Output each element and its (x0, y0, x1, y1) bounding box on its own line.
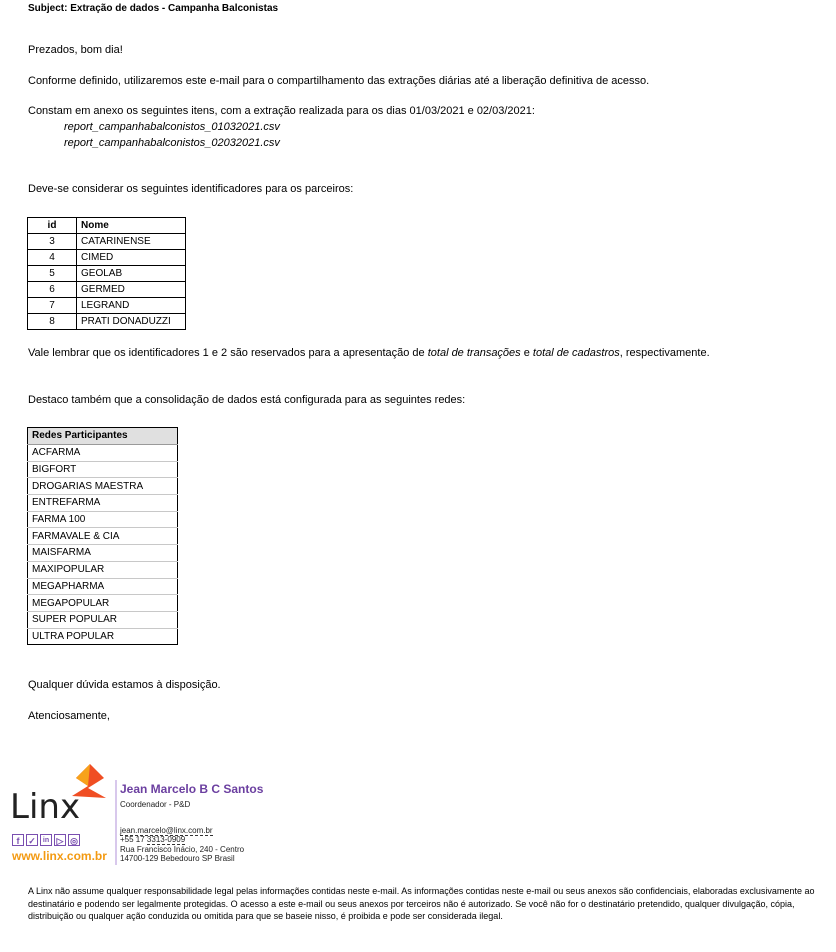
linkedin-icon[interactable]: in (40, 834, 52, 846)
table-row (28, 298, 186, 314)
youtube-icon[interactable]: ▷ (54, 834, 66, 846)
networks-intro: Destaco também que a consolidação de dados está configurada para as seguintes redes: (28, 394, 466, 406)
signature-address-line: Rua Francisco Inácio, 240 - Centro (120, 845, 245, 854)
signature-address-line: 14700-129 Bebedouro SP Brasil (120, 854, 235, 863)
twitter-icon[interactable]: ✓ (26, 834, 38, 846)
column-header-id: id (28, 218, 77, 234)
reserved-ids-note (28, 347, 710, 359)
note-text: , respectivamente. (619, 347, 710, 359)
network-name: MAXIPOPULAR (28, 561, 178, 578)
network-name: FARMA 100 (28, 511, 178, 528)
table-row (28, 545, 178, 562)
website-link[interactable]: www.linx.com.br (12, 849, 107, 863)
table-row (28, 611, 178, 628)
table-header-row (28, 428, 178, 445)
network-name: MAISFARMA (28, 545, 178, 562)
attachments-intro: Constam em anexo os seguintes itens, com a extração realizada para os dias 01/03/2021 e 02/03/2021: (28, 105, 535, 117)
table-row (28, 595, 178, 612)
column-header-name: Nome (77, 218, 186, 234)
facebook-icon[interactable]: f (12, 834, 24, 846)
network-name: DROGARIAS MAESTRA (28, 478, 178, 495)
partners-table (27, 217, 186, 330)
table-row (28, 495, 178, 512)
partner-id: 6 (28, 282, 77, 298)
partner-name: PRATI DONADUZZI (77, 314, 186, 330)
partners-intro: Deve-se considerar os seguintes identificadores para os parceiros: (28, 183, 354, 195)
partner-id: 7 (28, 298, 77, 314)
social-links (12, 834, 80, 846)
table-row (28, 528, 178, 545)
note-text: e (520, 347, 533, 359)
table-row (28, 628, 178, 645)
instagram-icon[interactable]: ◎ (68, 834, 80, 846)
signature-name: Jean Marcelo B C Santos (120, 782, 264, 796)
column-header-networks: Redes Participantes (28, 428, 178, 445)
closing-line: Qualquer dúvida estamos à disposição. (28, 679, 221, 691)
partner-id: 4 (28, 250, 77, 266)
table-row (28, 314, 186, 330)
signoff: Atenciosamente, (28, 710, 110, 722)
attachment-filename[interactable]: report_campanhabalconistos_02032021.csv (64, 137, 280, 149)
partner-name: LEGRAND (77, 298, 186, 314)
partner-id: 3 (28, 234, 77, 250)
network-name: MEGAPOPULAR (28, 595, 178, 612)
network-name: ULTRA POPULAR (32, 630, 115, 642)
network-name: ACFARMA (28, 445, 178, 462)
table-row (28, 461, 178, 478)
intro-paragraph: Conforme definido, utilizaremos este e-mail para o compartilhamento das extrações diárias até a liberação definitiva de acesso. (28, 75, 650, 87)
email-subject: Subject: Extração de dados - Campanha Balconistas (28, 3, 279, 14)
network-name: ENTREFARMA (28, 495, 178, 512)
table-row (28, 578, 178, 595)
network-name: SUPER POPULAR (28, 611, 178, 628)
attachment-filename[interactable]: report_campanhabalconistos_01032021.csv (64, 121, 280, 133)
table-row (28, 234, 186, 250)
table-row (28, 266, 186, 282)
table-row (28, 561, 178, 578)
signature-email-link[interactable]: jean.marcelo@linx.com.br (120, 826, 213, 835)
phone-prefix: +55 17 (120, 835, 147, 844)
note-text: Vale lembrar que os identificadores 1 e 2 são reservados para a apresentação de (28, 347, 428, 359)
partner-name: GEOLAB (77, 266, 186, 282)
partner-id: 8 (28, 314, 77, 330)
signature-phone (120, 835, 185, 844)
linx-logo (10, 760, 110, 822)
table-row (28, 511, 178, 528)
greeting: Prezados, bom dia! (28, 44, 123, 56)
table-row (28, 250, 186, 266)
partner-name: CATARINENSE (77, 234, 186, 250)
table-header-row (28, 218, 186, 234)
partner-id: 5 (28, 266, 77, 282)
network-name: FARMAVALE & CIA (28, 528, 178, 545)
note-italic-transactions: total de transações (427, 347, 521, 359)
networks-table (27, 427, 178, 645)
table-row (28, 282, 186, 298)
signature-divider (115, 780, 117, 865)
table-row (28, 478, 178, 495)
partner-name: GERMED (77, 282, 186, 298)
partner-name: CIMED (77, 250, 186, 266)
table-row (28, 445, 178, 462)
phone-link[interactable]: 3313-0909 (146, 835, 186, 844)
network-name: MEGAPHARMA (28, 578, 178, 595)
legal-disclaimer: A Linx não assume qualquer responsabilidade legal pelas informações contidas neste e-mail. As informações contidas neste e-mail ou seus anexos são confidenciais, elaboradas exclusivamente ao destinatário e podendo ser legalmente protegidas. O acesso a este e-mail ou seus anexos por terceiros não é autorizado. Se você não for o destinatário pretendido, qualquer divulgação, cópia, distribuição ou qualquer ação conduzida ou omitida para que se baseie nisso, é proibida e pode ser considerada ilegal. (28, 886, 815, 921)
svg-text:Linx: Linx (10, 787, 81, 822)
network-name: BIGFORT (28, 461, 178, 478)
signature-role: Coordenador - P&D (120, 800, 191, 809)
note-italic-registrations: total de cadastros (532, 347, 620, 359)
